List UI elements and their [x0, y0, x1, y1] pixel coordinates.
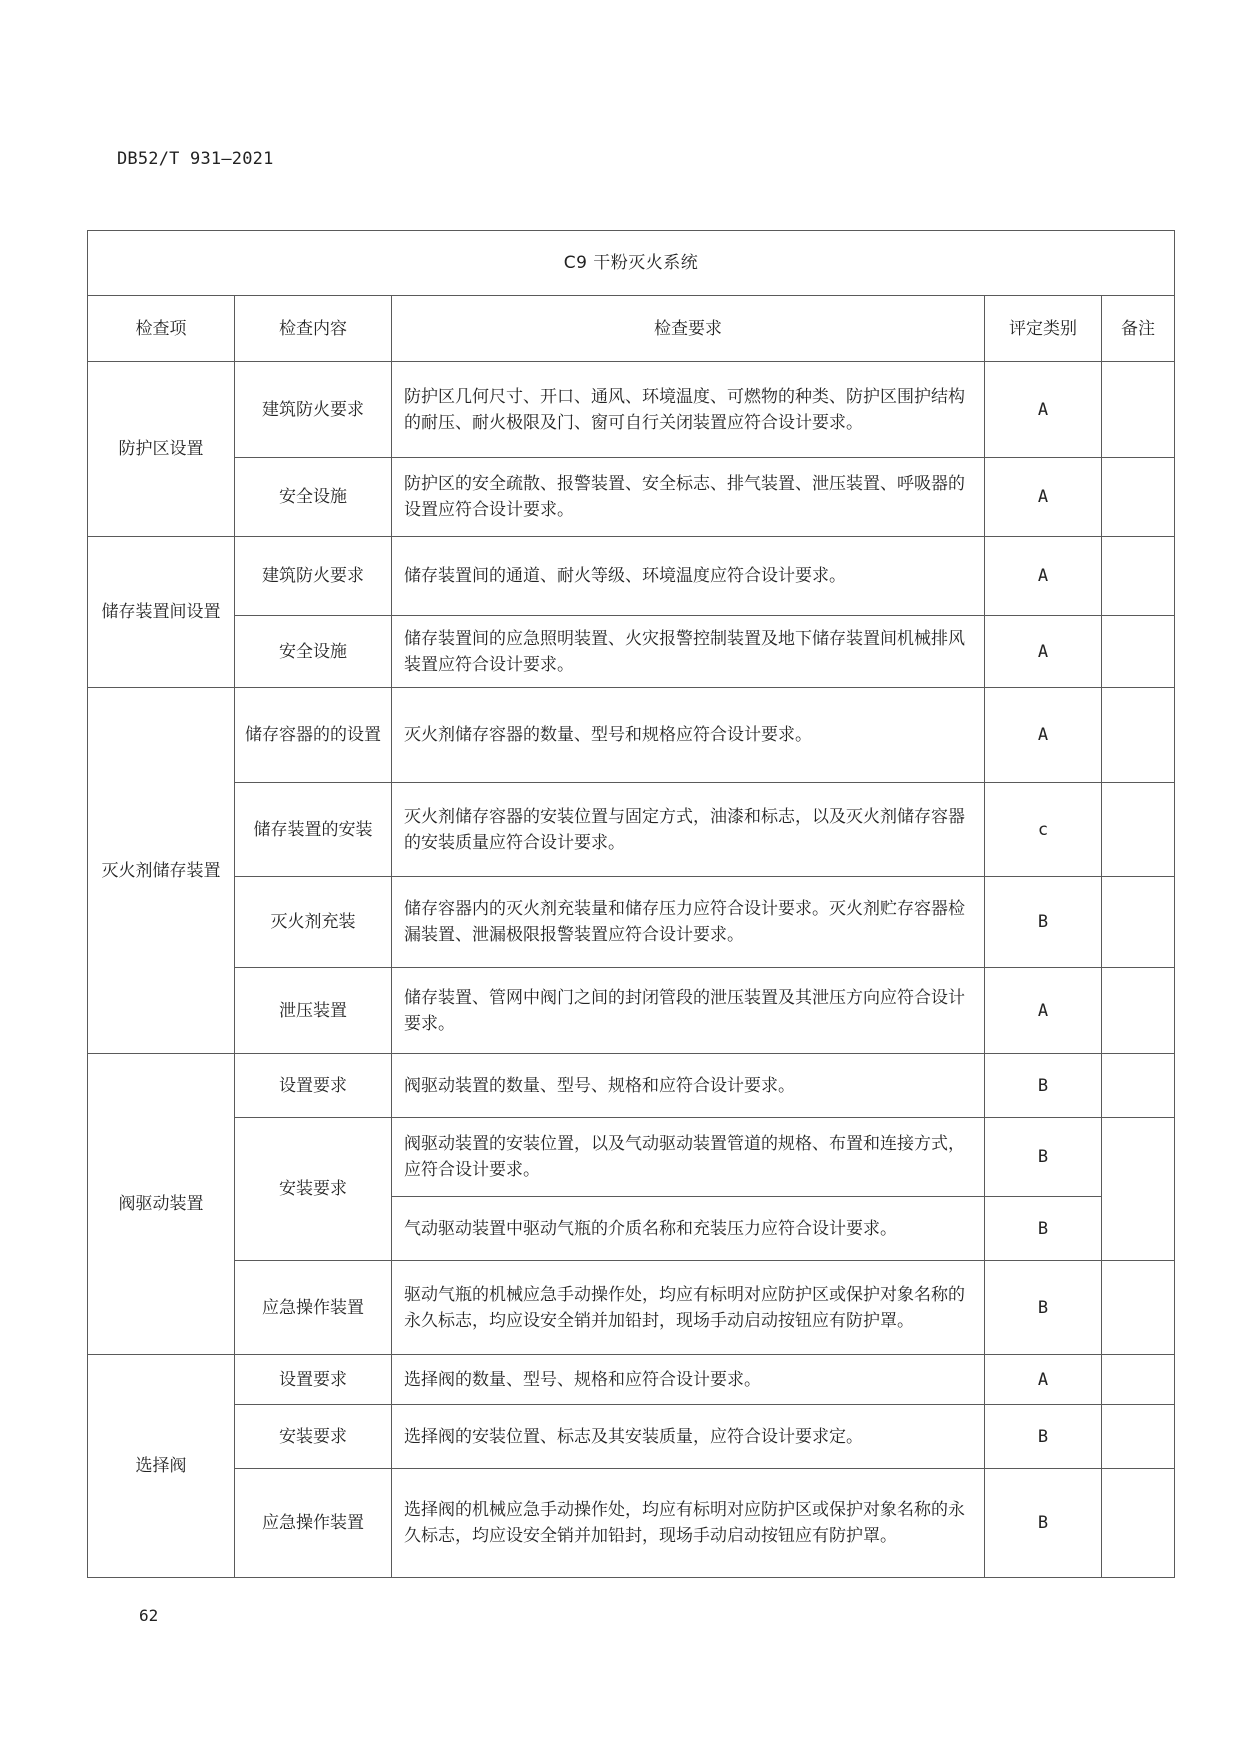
check-requirement: 选择阀的安装位置、标志及其安装质量，应符合设计要求定。	[392, 1405, 985, 1469]
check-requirement: 阀驱动装置的数量、型号、规格和应符合设计要求。	[392, 1054, 985, 1118]
inspection-table	[87, 230, 1175, 1578]
header-grade: 评定类别	[985, 296, 1102, 362]
table-row	[88, 968, 1175, 1054]
check-content: 建筑防火要求	[235, 362, 392, 458]
remark-cell	[1102, 458, 1175, 537]
check-content: 储存装置的安装	[235, 783, 392, 877]
check-content: 安装要求	[235, 1118, 392, 1261]
remark-cell	[1102, 688, 1175, 783]
check-requirement: 储存容器内的灭火剂充装量和储存压力应符合设计要求。灭火剂贮存容器检漏装置、泄漏极限报警装置应符合设计要求。	[392, 877, 985, 968]
check-requirement: 气动驱动装置中驱动气瓶的介质名称和充装压力应符合设计要求。	[392, 1197, 985, 1261]
table-header-row	[88, 296, 1175, 362]
check-requirement: 选择阀的机械应急手动操作处，均应有标明对应防护区或保护对象名称的永久标志，均应设安全销并加铅封，现场手动启动按钮应有防护罩。	[392, 1469, 985, 1578]
grade-value: B	[985, 1197, 1102, 1261]
grade-value: A	[985, 362, 1102, 458]
grade-value: A	[985, 968, 1102, 1054]
header-content: 检查内容	[235, 296, 392, 362]
grade-value: A	[985, 458, 1102, 537]
remark-cell	[1102, 1469, 1175, 1578]
remark-cell	[1102, 877, 1175, 968]
remark-cell	[1102, 1355, 1175, 1405]
grade-value: B	[985, 1118, 1102, 1197]
table-row	[88, 1118, 1175, 1197]
table-row	[88, 1469, 1175, 1578]
table-row	[88, 1405, 1175, 1469]
grade-value: A	[985, 616, 1102, 688]
remark-cell	[1102, 968, 1175, 1054]
check-item: 防护区设置	[88, 362, 235, 537]
check-requirement: 储存装置、管网中阀门之间的封闭管段的泄压装置及其泄压方向应符合设计要求。	[392, 968, 985, 1054]
check-content: 设置要求	[235, 1054, 392, 1118]
grade-value: B	[985, 877, 1102, 968]
header-requirement: 检查要求	[392, 296, 985, 362]
check-content: 安装要求	[235, 1405, 392, 1469]
table-row	[88, 877, 1175, 968]
check-item: 选择阀	[88, 1355, 235, 1578]
document-number: DB52/T 931—2021	[117, 149, 274, 169]
table-title-row	[88, 231, 1175, 296]
remark-cell	[1102, 1261, 1175, 1355]
check-requirement: 灭火剂储存容器的安装位置与固定方式，油漆和标志，以及灭火剂储存容器的安装质量应符合设计要求。	[392, 783, 985, 877]
check-content: 安全设施	[235, 458, 392, 537]
table-row	[88, 688, 1175, 783]
table-row	[88, 1054, 1175, 1118]
table-row	[88, 537, 1175, 616]
table-row	[88, 783, 1175, 877]
check-content: 安全设施	[235, 616, 392, 688]
check-content: 设置要求	[235, 1355, 392, 1405]
check-content: 应急操作装置	[235, 1469, 392, 1578]
check-requirement: 选择阀的数量、型号、规格和应符合设计要求。	[392, 1355, 985, 1405]
table-row	[88, 362, 1175, 458]
check-requirement: 防护区的安全疏散、报警装置、安全标志、排气装置、泄压装置、呼吸器的设置应符合设计要求。	[392, 458, 985, 537]
check-requirement: 灭火剂储存容器的数量、型号和规格应符合设计要求。	[392, 688, 985, 783]
grade-value: B	[985, 1261, 1102, 1355]
grade-value: c	[985, 783, 1102, 877]
check-content: 建筑防火要求	[235, 537, 392, 616]
grade-value: A	[985, 1355, 1102, 1405]
check-requirement: 储存装置间的通道、耐火等级、环境温度应符合设计要求。	[392, 537, 985, 616]
check-content: 应急操作装置	[235, 1261, 392, 1355]
grade-value: B	[985, 1405, 1102, 1469]
grade-value: A	[985, 688, 1102, 783]
remark-cell	[1102, 1054, 1175, 1118]
table-row	[88, 616, 1175, 688]
remark-cell	[1102, 1405, 1175, 1469]
grade-value: A	[985, 537, 1102, 616]
check-item: 灭火剂储存装置	[88, 688, 235, 1054]
check-requirement: 驱动气瓶的机械应急手动操作处，均应有标明对应防护区或保护对象名称的永久标志，均应设安全销并加铅封，现场手动启动按钮应有防护罩。	[392, 1261, 985, 1355]
table-title: C9 干粉灭火系统	[88, 231, 1175, 296]
remark-cell	[1102, 537, 1175, 616]
check-requirement: 防护区几何尺寸、开口、通风、环境温度、可燃物的种类、防护区围护结构的耐压、耐火极限及门、窗可自行关闭装置应符合设计要求。	[392, 362, 985, 458]
table-row	[88, 1261, 1175, 1355]
check-content: 泄压装置	[235, 968, 392, 1054]
remark-cell	[1102, 616, 1175, 688]
check-content: 储存容器的的设置	[235, 688, 392, 783]
remark-cell	[1102, 362, 1175, 458]
remark-cell	[1102, 1118, 1175, 1261]
check-content: 灭火剂充装	[235, 877, 392, 968]
table-row	[88, 1355, 1175, 1405]
grade-value: B	[985, 1469, 1102, 1578]
table-row	[88, 458, 1175, 537]
page-number: 62	[139, 1606, 159, 1625]
remark-cell	[1102, 783, 1175, 877]
check-item: 阀驱动装置	[88, 1054, 235, 1355]
grade-value: B	[985, 1054, 1102, 1118]
header-item: 检查项	[88, 296, 235, 362]
check-requirement: 阀驱动装置的安装位置，以及气动驱动装置管道的规格、布置和连接方式，应符合设计要求。	[392, 1118, 985, 1197]
header-remark: 备注	[1102, 296, 1175, 362]
check-item: 储存装置间设置	[88, 537, 235, 688]
check-requirement: 储存装置间的应急照明装置、火灾报警控制装置及地下储存装置间机械排风装置应符合设计要求。	[392, 616, 985, 688]
